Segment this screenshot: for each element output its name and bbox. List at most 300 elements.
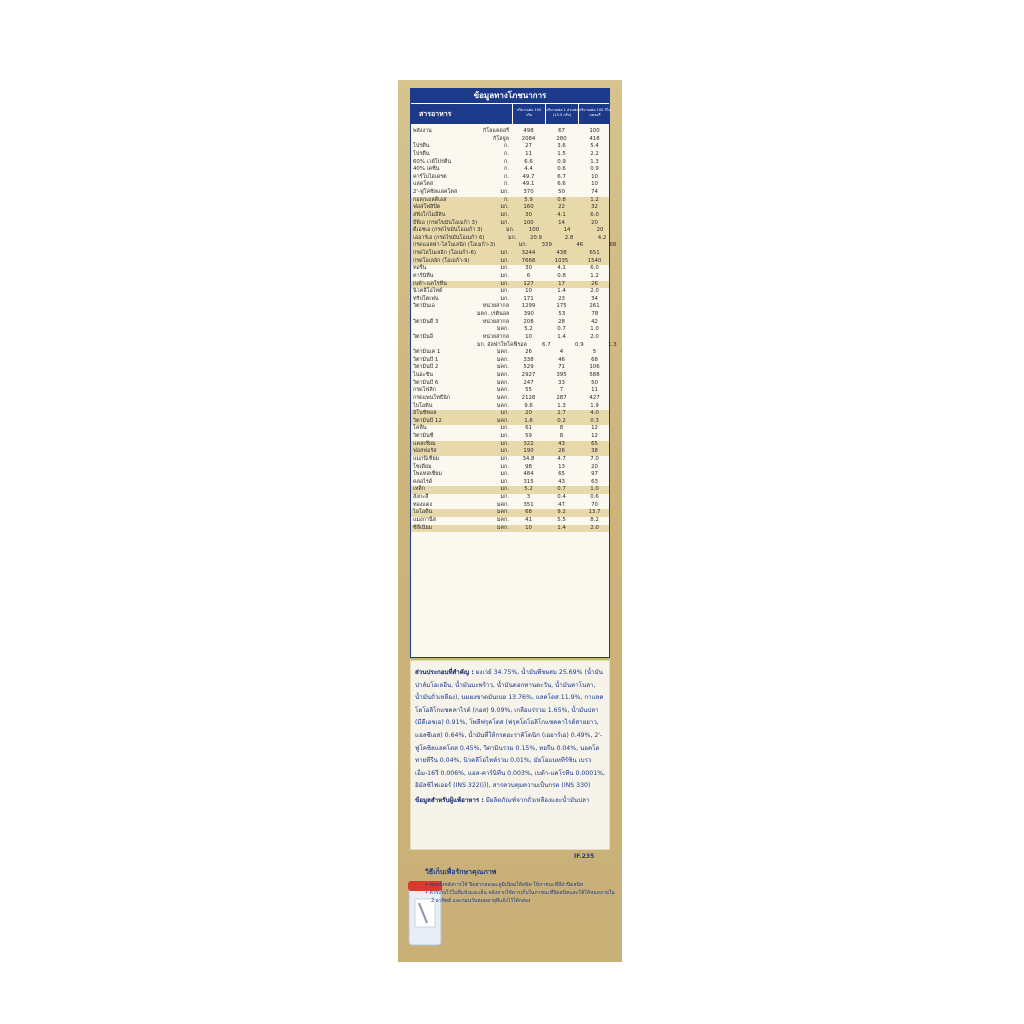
- nutrient-value: 65: [558, 471, 565, 478]
- nutrient-unit: มก.: [507, 234, 517, 241]
- nutrient-unit: มคก.: [496, 356, 509, 363]
- header-per-100kcal: ปริมาณต่อ 100 กิโลแคลอรี: [578, 104, 611, 124]
- table-row: [411, 410, 609, 418]
- nutrition-table: [410, 88, 617, 658]
- nutrient-name: กรดแอลฟา-ไลโนเลนิก (โอเมก้า-3): [413, 242, 496, 249]
- nutrient-value: 5: [592, 349, 597, 356]
- nutrient-unit: มคก.: [496, 524, 509, 531]
- nutrient-value: 0.3: [590, 417, 599, 424]
- nutrient-value: 0.8: [557, 196, 566, 203]
- nutrient-value: 1.9: [590, 402, 599, 409]
- nutrient-value: 100: [528, 227, 540, 234]
- nutrient-value: 20: [525, 410, 532, 417]
- nutrient-value: 9.2: [557, 509, 566, 516]
- nutrient-value: 0.9: [575, 341, 584, 348]
- nutrient-name: ไอโอดีน: [413, 509, 433, 516]
- nutrient-value: 34.8: [522, 455, 535, 462]
- table-row: [411, 349, 609, 357]
- nutrient-value: 247: [523, 379, 534, 386]
- nutrient-name: [411, 326, 477, 334]
- nutrient-value: 50: [591, 379, 598, 386]
- nutrient-unit: มคก.: [496, 387, 509, 394]
- nutrient-name: 2'-ฟูโคซิลแลคโตส: [413, 189, 458, 195]
- table-row: [411, 479, 609, 487]
- nutrient-value: 68: [591, 356, 598, 363]
- table-header: [411, 103, 609, 124]
- nutrient-value: 315: [523, 478, 534, 485]
- nutrient-unit: มก.: [500, 211, 509, 218]
- nutrient-value: 1.3: [557, 402, 566, 409]
- nutrient-value: 26: [558, 448, 565, 455]
- table-row: [411, 357, 609, 365]
- nutrient-value: 0.8: [557, 272, 566, 279]
- nutrient-value: 12: [591, 425, 598, 432]
- header-per-serving: ปริมาณต่อ 1 ส่วนชง (13.5 กรัม): [545, 104, 578, 124]
- table-row: [411, 387, 609, 395]
- nutrient-unit: มก.: [500, 219, 510, 226]
- table-row: [411, 494, 609, 502]
- nutrient-value: 100: [523, 219, 534, 226]
- nutrient-unit: มคก.: [496, 501, 509, 508]
- table-row: [411, 136, 609, 144]
- nutrient-value: 14: [558, 219, 565, 226]
- nutrient-unit: ก.: [504, 181, 509, 188]
- table-row: [411, 181, 609, 189]
- nutrient-value: 6.6: [557, 181, 566, 188]
- nutrient-value: 61: [525, 425, 532, 432]
- nutrient-value: 50: [558, 189, 565, 195]
- nutrient-value: 2128: [521, 394, 536, 401]
- nutrient-value: 370: [523, 189, 534, 195]
- table-row: [411, 326, 609, 334]
- nutrient-value: 175: [556, 303, 567, 310]
- ingredients-heading: ส่วนประกอบที่สำคัญ :: [415, 669, 474, 676]
- product-code: IF.235: [574, 853, 595, 860]
- table-row: [411, 334, 609, 342]
- nutrient-unit: มคก.: [496, 372, 509, 378]
- allergy-heading: ข้อมูลสำหรับผู้แพ้อาหาร :: [415, 796, 484, 804]
- nutrient-value: 6: [526, 272, 531, 279]
- nutrient-value: 395: [556, 372, 567, 378]
- nutrient-name: วิตามินซี: [413, 433, 434, 439]
- table-row: [411, 151, 609, 159]
- nutrient-value: 1.4: [557, 288, 566, 295]
- nutrient-value: 97: [591, 471, 598, 478]
- nutrient-unit: มก.: [500, 189, 509, 195]
- table-row: [411, 319, 609, 327]
- nutrient-name: กอส/แอลดีเอส: [413, 196, 447, 203]
- table-row: [411, 220, 609, 228]
- nutrient-value: 55: [525, 387, 532, 394]
- nutrient-name: แมงกานีส: [413, 516, 436, 523]
- nutrient-value: 42: [591, 318, 598, 325]
- nutrient-value: 190: [523, 448, 534, 455]
- nutrient-name: โปรตีน: [413, 150, 430, 157]
- storage-bullets: [425, 881, 615, 905]
- nutrient-unit: ก.: [504, 173, 509, 180]
- table-row: [411, 258, 609, 266]
- nutrient-unit: ก.: [504, 143, 509, 150]
- nutrient-value: 1.3: [590, 158, 599, 165]
- nutrient-value: 4.7: [557, 455, 566, 462]
- nutrient-unit: มก.: [500, 288, 509, 295]
- table-row: [411, 265, 609, 273]
- allergy-text: มีผลิตภัณฑ์จากถั่วเหลืองและน้ำมันปลา: [485, 796, 590, 804]
- nutrient-name: ฟอสฟอรัส: [413, 448, 437, 455]
- nutrient-name: อิโนซิทอล: [413, 410, 437, 417]
- table-row: [411, 517, 609, 525]
- nutrient-name: พลังงาน: [413, 128, 432, 134]
- ingredients-text: ผงเวย์ 34.75%, น้ำมันพืชผสม 25.69% (น้ำมันปาล์มโอเลอีน, น้ำมันมะพร้าว, น้ำมันดอกทานตะวัน, น้ำมันคาโนลา, น้ำมันถั่วเหลือง), นมผงขาดมันเนย 13.76%, แลคโตส 11.9%, กาแลคโตโอลิโกแซคคาไรด์ (กอส) 9.09%, เกลือแร่รวม 1.65%, น้ำมันปลา (มีดีเอชเอ) 0.91%, โพลีฟรุคโตส (ฟรุคโตโอลิโกแซคคาไรด์สายยาว, แอลซีเอส) 0.64%, น้ำมันที่ให้กรดอะราคิโดนิก (เออาร์เอ) 0.49%, 2'-ฟูโคซิลแลคโตส 0.45%, วิตามินรวม 0.15%, ทอรีน 0.04%, นอคโตทายทีรีน 0.04%, นิวคลีโอไทด์รวม 0.01%, มัยโอแนททีร์ซิน เบรว เอ็ม-16วี 0.006%, แอล-คาร์นิทีน 0.003%, เบต้า-แคโรทีน 0.0001%, อิมัลซิไฟเออร์ (INS 322(i)), สารควบคุมความเป็นกรด (INS 330): [415, 669, 605, 790]
- nutrient-value: 23: [558, 295, 565, 302]
- nutrient-value: 53: [558, 311, 566, 317]
- nutrient-value: 171: [523, 295, 534, 302]
- nutrient-value: 208: [523, 318, 534, 325]
- nutrient-unit: มก.: [500, 455, 509, 462]
- nutrient-value: 261: [589, 303, 600, 310]
- nutrient-value: 106: [589, 364, 600, 371]
- nutrient-unit: มก.: [500, 250, 509, 256]
- nutrient-unit: มก.: [500, 410, 509, 417]
- nutrient-value: 59: [525, 433, 532, 439]
- table-row: [411, 471, 609, 479]
- nutrient-value: 0.4: [557, 494, 566, 500]
- nutrient-unit: หน่วยสากล: [482, 333, 509, 340]
- nutrient-unit: มก.: [500, 295, 509, 302]
- nutrient-unit: มก.: [500, 204, 509, 211]
- nutrient-value: 32: [591, 204, 598, 211]
- table-row: [411, 250, 609, 258]
- nutrient-value: 1.3: [608, 341, 617, 348]
- nutrient-value: 46: [576, 242, 584, 249]
- nutrient-unit: มคก.: [496, 326, 509, 333]
- table-row: [411, 525, 609, 533]
- nutrient-value: 5.9: [524, 196, 533, 203]
- nutrient-value: 26: [591, 280, 598, 287]
- nutrient-value: 1035: [554, 257, 569, 264]
- nutrient-value: 43: [558, 440, 565, 447]
- nutrient-value: 5.2: [524, 326, 533, 333]
- nutrient-value: 10: [525, 333, 532, 340]
- nutrient-name: [411, 311, 477, 319]
- nutrient-value: 651: [589, 250, 600, 256]
- nutrient-value: 427: [589, 394, 600, 401]
- table-row: [411, 281, 609, 289]
- nutrient-value: 49.7: [522, 173, 535, 180]
- nutrient-name: ทองแดง: [413, 501, 433, 508]
- nutrient-unit: มก.: [500, 440, 509, 447]
- nutrient-value: 46: [558, 356, 565, 363]
- nutrient-value: 0.7: [557, 326, 566, 333]
- nutrient-unit: มก.: [500, 478, 509, 485]
- nutrient-unit: มก.: [500, 471, 509, 478]
- nutrient-name: วิตามินบี 12: [413, 417, 442, 424]
- nutrient-value: 5.4: [590, 143, 599, 150]
- nutrient-value: 5.2: [524, 486, 533, 493]
- nutrient-unit: มคก.: [496, 509, 509, 516]
- table-row: [411, 441, 609, 449]
- table-row: [411, 212, 609, 220]
- nutrient-value: 30: [525, 265, 532, 272]
- nutrient-unit: มก.: [500, 494, 509, 500]
- nutrient-name: วิตามินอี: [413, 333, 434, 340]
- nutrient-value: 390: [523, 311, 534, 317]
- nutrient-value: 1.6: [524, 417, 533, 424]
- allergy-info: [415, 795, 605, 808]
- nutrient-name: สังกะสี: [413, 494, 429, 500]
- nutrient-value: 78: [591, 311, 599, 317]
- header-per-100g: ปริมาณต่อ 100 กรัม: [512, 104, 545, 124]
- nutrient-value: 3244: [521, 250, 536, 256]
- nutrient-name: นิวคลีโอไทด์: [413, 288, 443, 295]
- nutrient-name: อีพีเอ (กรดไขมันโอเมก้า 3): [413, 219, 478, 226]
- nutrient-value: 2.0: [590, 524, 599, 531]
- nutrient-name: แคลเซียม: [413, 440, 436, 447]
- nutrient-value: 10: [525, 288, 532, 295]
- nutrient-unit: มคก.: [496, 379, 509, 386]
- nutrient-value: 9.6: [524, 402, 533, 409]
- nutrient-value: 28: [558, 318, 565, 325]
- nutrient-unit: มคก.: [496, 349, 509, 356]
- nutrient-value: 2.8: [564, 234, 574, 241]
- nutrient-value: 0.2: [557, 417, 566, 424]
- storage-bullet: • ทุกครั้งหลังการใช้ ปิดฝากล่องอะลูมิเนียมให้สนิท ให้ภาชนะที่มีฝาปิดสนิท: [425, 882, 584, 888]
- table-row: [411, 197, 609, 205]
- nutrient-value: 70: [591, 501, 598, 508]
- nutrient-value: 6.7: [542, 341, 551, 348]
- nutrient-value: 74: [591, 189, 598, 195]
- table-row: [411, 273, 609, 281]
- nutrient-name: แลคโตส: [413, 181, 434, 188]
- nutrient-value: 41: [525, 516, 532, 523]
- table-row: [411, 380, 609, 388]
- nutrient-name: ไนอะซิน: [413, 372, 433, 378]
- nutrient-value: 38: [591, 448, 598, 455]
- nutrient-name: โปรตีน: [413, 143, 430, 150]
- nutrient-value: 280: [556, 135, 567, 142]
- nutrient-value: 67: [558, 128, 565, 134]
- nutrient-value: 98: [525, 463, 532, 470]
- table-row: [411, 204, 609, 212]
- nutrient-name: 60% เวย์โปรตีน: [413, 158, 452, 165]
- table-row: [411, 395, 609, 403]
- nutrient-name: วิตามินดี 3: [413, 318, 439, 325]
- nutrient-value: 10: [525, 524, 532, 531]
- table-row: [411, 486, 609, 494]
- nutrient-value: 287: [556, 394, 567, 401]
- nutrient-value: 2084: [521, 135, 536, 142]
- table-row: [411, 341, 617, 350]
- nutrient-name: ซีลีเนียม: [413, 524, 433, 531]
- nutrient-value: 68: [525, 509, 532, 516]
- nutrient-value: 63: [591, 478, 598, 485]
- nutrient-name: แมกนีเซียม: [413, 455, 440, 462]
- table-row: [411, 456, 609, 464]
- nutrient-value: 22: [558, 204, 565, 211]
- nutrient-name: คาร์นิทีน: [413, 272, 434, 279]
- nutrient-unit: มก.: [500, 280, 509, 287]
- nutrient-unit: มก.: [500, 272, 509, 279]
- table-title: ข้อมูลทางโภชนาการ: [411, 89, 609, 103]
- storage-bullet: • ควรเก็บไว้ในที่แห้งและเย็น หลังจากใช้ควรเก็บในภาชนะที่ปิดสนิทและใช้ให้หมดภายใน 2 อาทิตย์ และก่อนวันหมดอายุที่แจ้งไว้ใต้กล่อง: [425, 890, 615, 904]
- nutrient-name: 40% เคซีน: [413, 166, 440, 173]
- nutrient-unit: มคก.: [496, 402, 509, 409]
- nutrient-unit: กิโลแคลอรี: [483, 128, 509, 134]
- nutrient-name: คลอไรด์: [413, 478, 433, 485]
- ingredients-block: [410, 660, 610, 850]
- nutrient-unit: มก. อัลฟ่าโทโคฟีรอล: [477, 341, 527, 348]
- nutrient-value: 13: [558, 463, 565, 470]
- nutrient-value: 4: [559, 349, 564, 356]
- nutrient-unit: มคก.: [496, 516, 509, 523]
- nutrient-value: 7.0: [590, 455, 599, 462]
- nutrient-value: 1.0: [590, 486, 599, 493]
- nutrient-value: 418: [589, 135, 600, 142]
- nutrient-unit: หน่วยสากล: [482, 318, 509, 325]
- table-row: [411, 364, 609, 372]
- nutrient-name: ไบโอติน: [413, 402, 433, 409]
- nutrient-unit: มก.: [505, 227, 515, 234]
- nutrient-value: 8: [559, 433, 564, 439]
- nutrient-name: กรดแพนโทธีนิก: [413, 394, 451, 401]
- table-row: [411, 418, 609, 426]
- nutrient-value: 34: [591, 295, 598, 302]
- nutrient-value: 7: [559, 387, 564, 394]
- nutrient-value: 160: [523, 204, 534, 211]
- nutrient-value: 20: [591, 219, 598, 226]
- nutrient-value: 351: [523, 501, 534, 508]
- nutrient-value: 339: [541, 242, 552, 249]
- storage-title: วิธีเก็บเพื่อรักษาคุณภาพ: [425, 868, 497, 876]
- nutrient-value: 6.6: [524, 158, 533, 165]
- nutrient-value: 20.9: [529, 234, 542, 241]
- nutrient-name: วิตามินบี 2: [413, 364, 439, 371]
- nutrient-unit: หน่วยสากล: [482, 303, 509, 310]
- nutrient-value: 12: [591, 433, 598, 439]
- nutrient-unit: มก.: [500, 486, 509, 493]
- nutrient-value: 3: [526, 494, 531, 500]
- nutrient-unit: มก.: [500, 448, 509, 455]
- nutrient-value: 13.7: [588, 509, 601, 516]
- nutrient-unit: มก.: [500, 433, 509, 439]
- table-body: [411, 124, 617, 532]
- nutrient-value: 2927: [521, 372, 536, 378]
- nutrient-value: 0.9: [590, 166, 599, 173]
- nutrient-value: 11: [525, 150, 532, 157]
- nutrient-value: 2.7: [557, 410, 566, 417]
- nutrient-value: 0.6: [557, 166, 566, 173]
- nutrient-value: 11: [591, 387, 598, 394]
- nutrient-name: ดีเอชเอ (กรดไขมันโอเมก้า 3): [413, 227, 483, 234]
- nutrient-name: เออาร์เอ (กรดไขมันโอเมก้า 6): [413, 234, 485, 241]
- nutrient-value: 3.6: [557, 143, 566, 150]
- nutrient-name: [411, 342, 477, 350]
- nutrient-name: กรดโอเลอิก (โอเมก้า-9): [413, 257, 470, 264]
- nutrient-name: ทริปโตเฟน: [413, 295, 439, 302]
- nutrient-name: ทอรีน: [413, 265, 427, 272]
- nutrient-value: 1540: [587, 257, 602, 264]
- table-row: [411, 303, 609, 311]
- table-row: [411, 448, 609, 456]
- nutrient-value: 322: [523, 440, 534, 447]
- table-row: [411, 433, 609, 441]
- nutrient-value: 1.2: [590, 196, 599, 203]
- nutrient-value: 6.0: [590, 211, 599, 218]
- table-row: [411, 425, 609, 433]
- nutrient-unit: มก.: [500, 265, 509, 272]
- nutrient-name: คาร์โบไฮเดรต: [413, 173, 447, 180]
- nutrient-value: 30: [525, 211, 532, 218]
- nutrient-value: 65: [591, 440, 598, 447]
- nutrient-value: 20: [591, 463, 598, 470]
- nutrient-value: 7668: [521, 257, 536, 264]
- nutrient-name: โพแทสเซียม: [413, 471, 442, 478]
- nutrient-value: 27: [525, 143, 532, 150]
- nutrient-unit: มคก.: [496, 364, 509, 371]
- nutrient-value: 26: [525, 349, 532, 356]
- nutrient-value: 17: [558, 280, 565, 287]
- nutrient-value: 4.2: [597, 234, 607, 241]
- nutrient-value: 6.7: [557, 173, 566, 180]
- nutrient-name: ฟอสโฟลิปิด: [413, 204, 441, 211]
- nutrient-value: 8.2: [590, 516, 599, 523]
- nutrient-unit: มคก. เรตินอล: [477, 311, 510, 317]
- nutrient-value: 2.2: [590, 150, 599, 157]
- table-row: [411, 502, 609, 510]
- nutrient-name: กรดไลโนเลอิก (โอเมก้า-6): [413, 250, 477, 256]
- table-row: [411, 128, 609, 136]
- nutrient-value: 498: [523, 128, 534, 134]
- header-nutrient: สารอาหาร: [419, 110, 452, 118]
- nutrient-value: 438: [556, 250, 567, 256]
- nutrient-name: โคลีน: [413, 425, 427, 432]
- nutrient-value: 0.6: [590, 494, 599, 500]
- table-row: [411, 372, 609, 380]
- nutrient-unit: ก.: [504, 150, 509, 157]
- table-row: [411, 189, 609, 197]
- table-row: [411, 227, 609, 235]
- nutrient-name: โซเดียม: [413, 463, 432, 470]
- table-row: [411, 311, 609, 319]
- nutrient-value: 47: [558, 501, 565, 508]
- table-row: [411, 159, 609, 167]
- nutrient-value: 10: [591, 181, 598, 188]
- nutrient-value: 8: [559, 425, 564, 432]
- nutrient-value: 100: [589, 128, 600, 134]
- nutrient-value: 1.0: [590, 326, 599, 333]
- nutrient-value: 5.5: [557, 516, 566, 523]
- nutrient-value: 4.1: [557, 211, 566, 218]
- nutrient-value: 588: [589, 372, 600, 378]
- nutrient-unit: มคก.: [496, 394, 509, 401]
- nutrient-value: 1299: [521, 303, 536, 310]
- nutrient-value: 4.1: [557, 265, 566, 272]
- nutrient-value: 49.1: [522, 181, 535, 188]
- nutrient-unit: ก.: [504, 158, 509, 165]
- table-row: [411, 464, 609, 472]
- nutrient-value: 33: [558, 379, 565, 386]
- table-row: [411, 174, 609, 182]
- nutrient-value: 4.4: [524, 166, 533, 173]
- table-row: [411, 288, 609, 296]
- nutrient-value: 1.4: [557, 333, 566, 340]
- nutrient-value: 68: [609, 242, 617, 249]
- nutrient-value: 20: [596, 227, 604, 234]
- nutrient-name: วิตามินเค 1: [413, 349, 441, 356]
- nutrient-value: 529: [523, 364, 534, 371]
- nutrient-value: 1.5: [557, 150, 566, 157]
- nutrient-unit: มก.: [518, 242, 528, 249]
